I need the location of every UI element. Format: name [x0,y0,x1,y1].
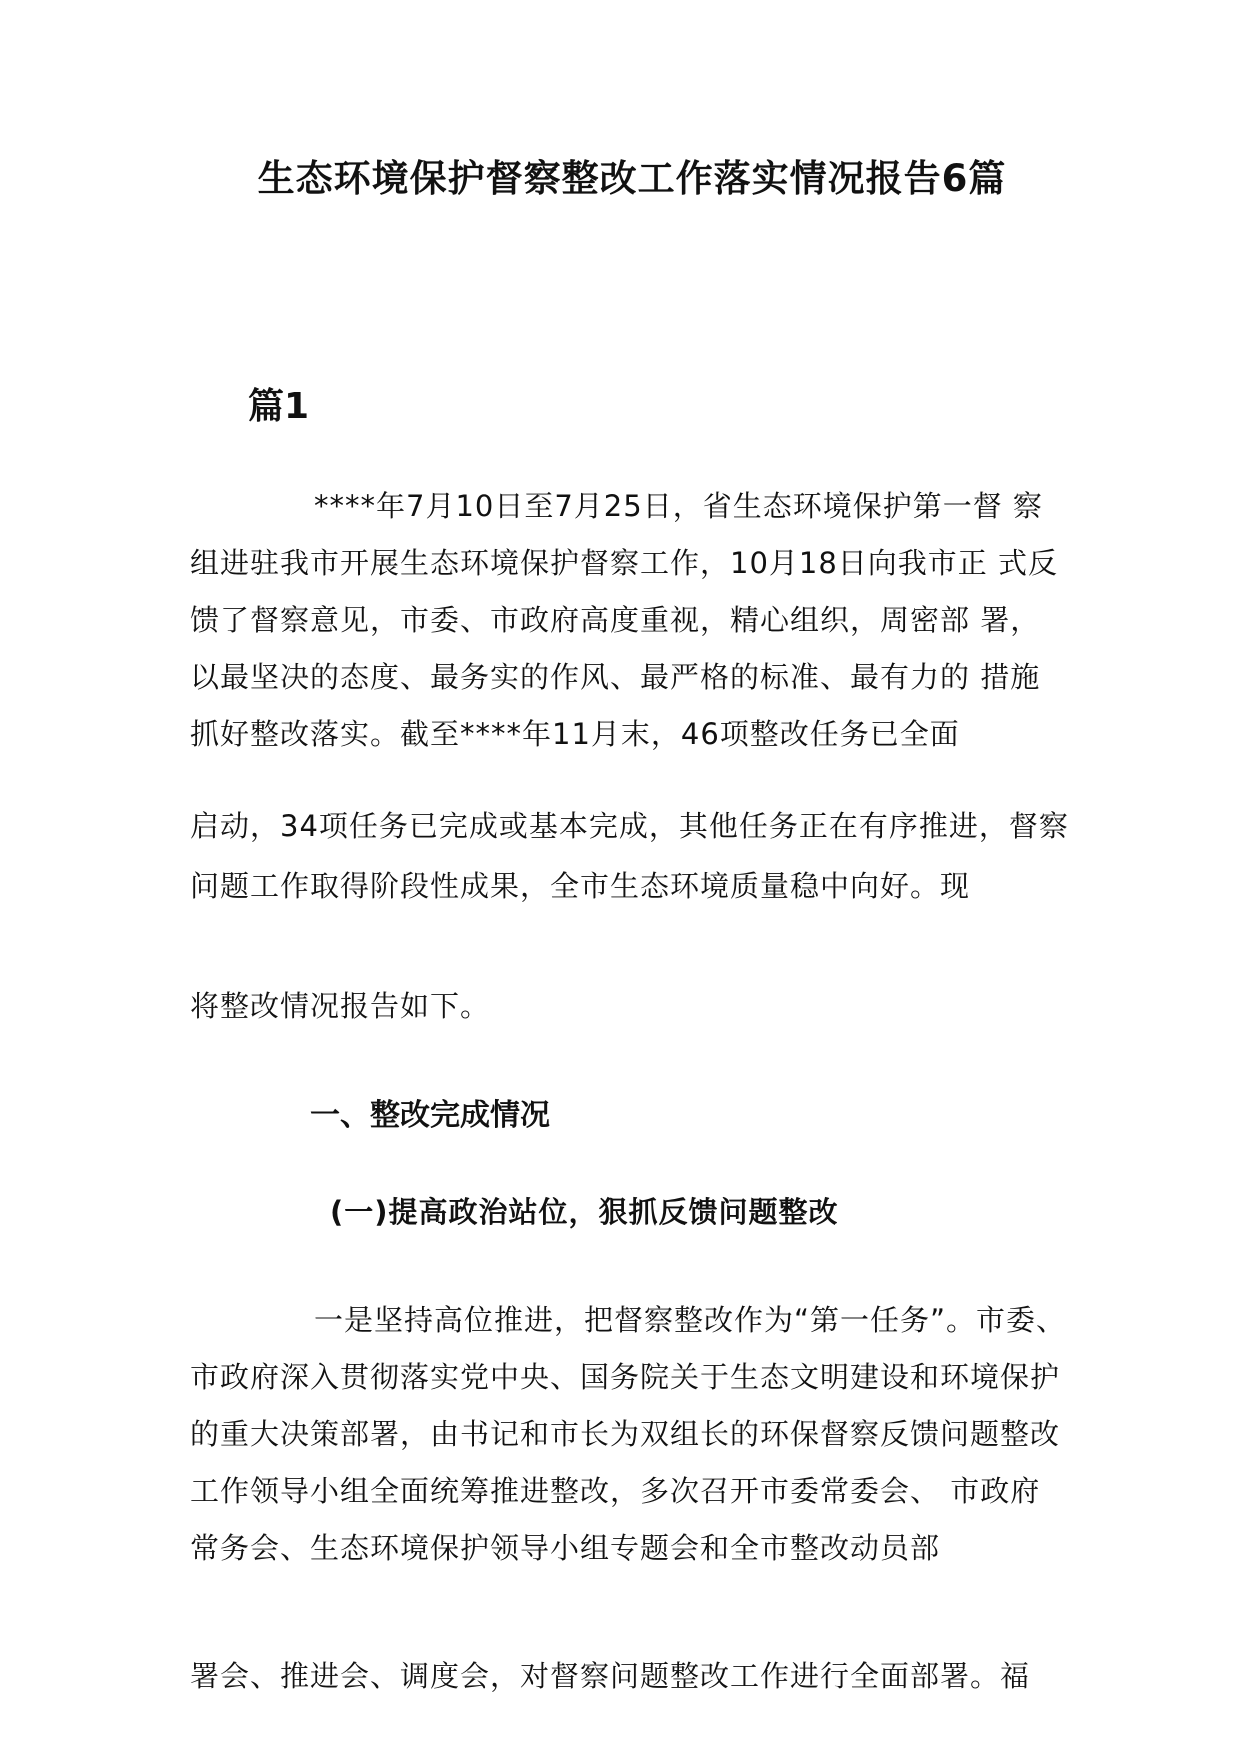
body-paragraph [190,796,1070,916]
body-paragraph [190,1648,1070,1705]
paragraph-text: 将整改情况报告如下。 [190,989,491,1023]
paragraph-text: ****年7月10日至7月25日，省生态环境保护第一督 察组进驻我市开展生态环境保护督察工作，10月18日向我市正 式反馈了督察意见，市委、市政府高度重视，精心组织，周密部 署，以最坚决的态度、最务实的作风、最严格的标准、最有力的 措施抓好整改落实。截至****年11月末，46项整改任务已全面 [190,489,1059,751]
paragraph-text: 启动，34项任务已完成或基本完成，其他任务正在有序推进，督察问题工作取得阶段性成果，全市生态环境质量稳中向好。现 [190,809,1069,903]
subsection-heading: (一)提高政治站位，狠抓反馈问题整改 [330,1195,839,1229]
part-heading: 篇1 [248,386,310,427]
body-paragraph [190,1292,1070,1577]
paragraph-text: 一是坚持高位推进，把督察整改作为“第一任务”。市委、市政府深入贯彻落实党中央、国务院关于生态文明建设和环境保护的重大决策部署，由书记和市长为双组长的环保督察反馈问题整改工作领导小组全面统筹推进整改，多次召开市委常委会、 市政府常务会、生态环境保护领导小组专题会和全市整改动员部 [190,1303,1067,1565]
body-paragraph [190,978,1070,1035]
paragraph-text: 署会、推进会、调度会，对督察问题整改工作进行全面部署。福 [190,1659,1031,1693]
document-title: 生态环境保护督察整改工作落实情况报告6篇 [257,157,1007,200]
section-heading: 一、整改完成情况 [310,1098,550,1133]
body-paragraph [190,478,1070,763]
